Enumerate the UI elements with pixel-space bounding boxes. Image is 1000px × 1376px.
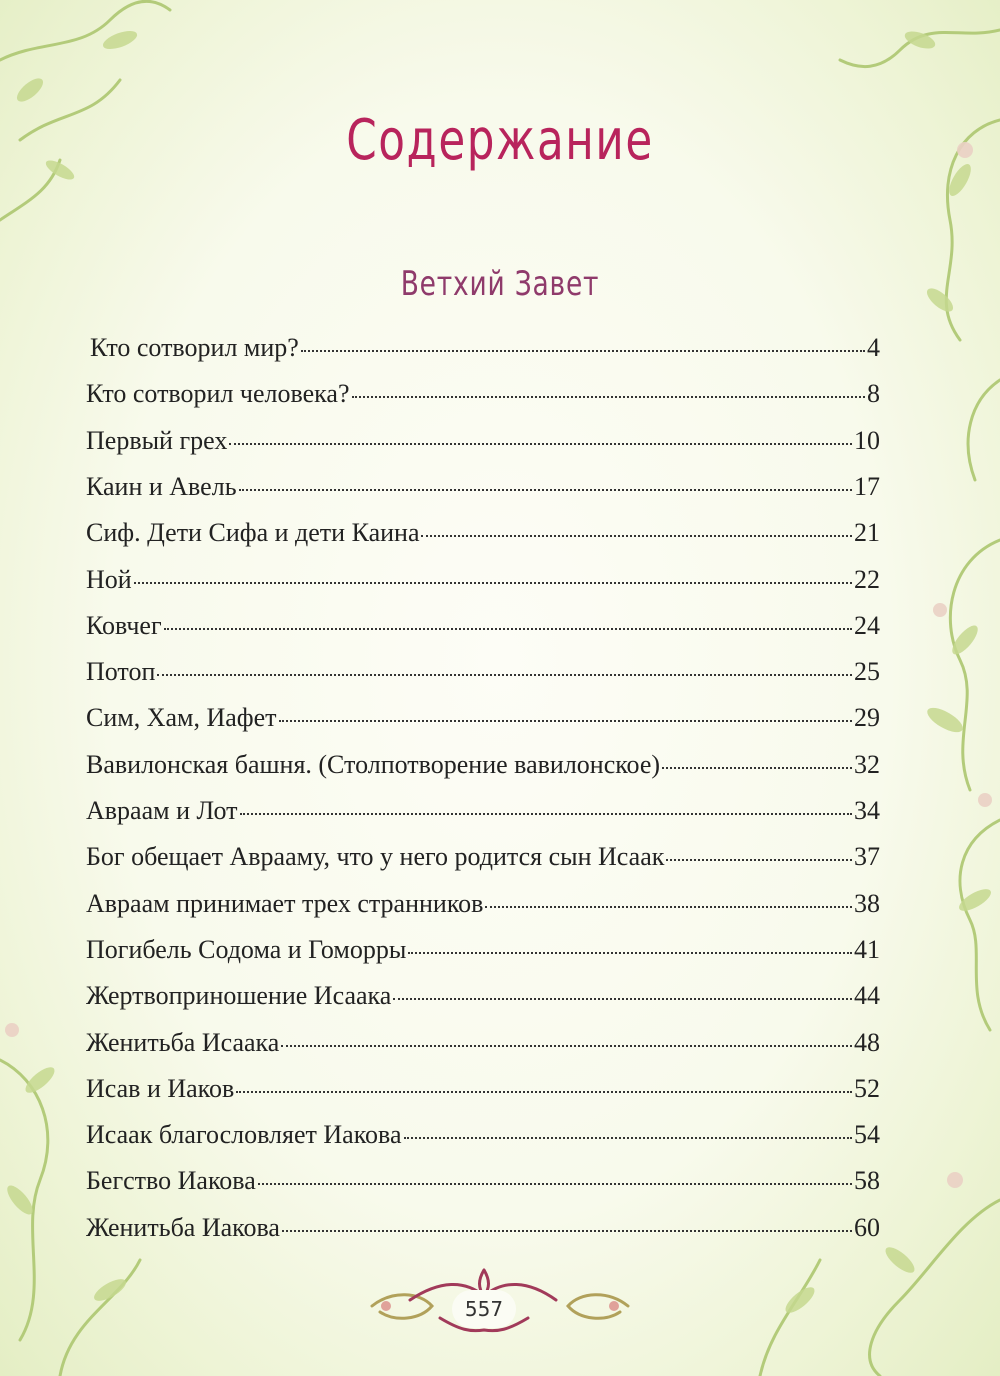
- toc-entry-title: Авраам принимает трех странников: [86, 888, 484, 918]
- toc-entry-page: 8: [867, 379, 880, 409]
- toc-entry-page: 32: [854, 749, 880, 779]
- toc-entry-page: 37: [854, 842, 880, 872]
- toc-entry-page: 17: [854, 471, 880, 501]
- toc-entry-title: Бегство Иакова: [86, 1166, 256, 1196]
- section-heading: Ветхий Завет: [400, 264, 600, 304]
- toc-entry-page: 52: [854, 1073, 880, 1103]
- toc-entry-page: 41: [854, 934, 880, 964]
- page-title: Содержание: [346, 108, 654, 173]
- toc-entry-title: Каин и Авель: [86, 471, 237, 501]
- toc-entry-title: Авраам и Лот: [86, 796, 238, 825]
- toc-entry-title: Потоп: [86, 657, 156, 687]
- toc-entry-page: 48: [854, 1027, 880, 1057]
- toc-entry-title: Вавилонская башня. (Столпотворение вавилонское): [86, 749, 661, 779]
- toc-entry-title: Исаак благословляет Иакова: [86, 1120, 402, 1150]
- toc-entry-title: Кто сотворил человека?: [86, 379, 350, 409]
- page-number: 557: [452, 1290, 516, 1328]
- toc-entry-title: Исав и Иаков: [86, 1073, 235, 1103]
- toc-entry-title: Погибель Содома и Гоморры: [86, 934, 407, 964]
- toc-entry-page: 29: [854, 703, 880, 733]
- toc-entry-title: Женитьба Исаака: [86, 1027, 280, 1057]
- toc-entry-title: Ковчег: [86, 610, 162, 640]
- toc-entry-title: Кто сотворил мир?: [90, 333, 299, 362]
- toc-entry-title: Бог обещает Аврааму, что у него родится сын Исаак: [86, 842, 665, 872]
- toc-entry-title: Первый грех: [86, 425, 228, 455]
- toc-entry-page: 25: [854, 657, 880, 687]
- toc-entry-title: Женитьба Иакова: [86, 1212, 280, 1242]
- toc-entry-page: 58: [854, 1166, 880, 1196]
- toc-entry-title: Ной: [86, 564, 132, 594]
- toc-entry-page: 44: [854, 981, 880, 1011]
- toc-entry-title: Жертвоприношение Исаака: [86, 981, 392, 1011]
- toc-entry-page: 60: [854, 1212, 880, 1242]
- toc-entry-page: 54: [854, 1120, 880, 1150]
- toc-entry-page: 34: [854, 796, 880, 825]
- toc-entry-page: 4: [867, 333, 880, 362]
- toc-entry-page: 22: [854, 564, 880, 594]
- toc-entry-page: 21: [854, 518, 880, 548]
- toc-entry-page: 38: [854, 888, 880, 918]
- toc-entry-title: Сиф. Дети Сифа и дети Каина: [86, 518, 420, 548]
- toc-entry-title: Сим, Хам, Иафет: [86, 703, 277, 733]
- toc-entry-page: 10: [854, 425, 880, 455]
- toc-entry-page: 24: [854, 610, 880, 640]
